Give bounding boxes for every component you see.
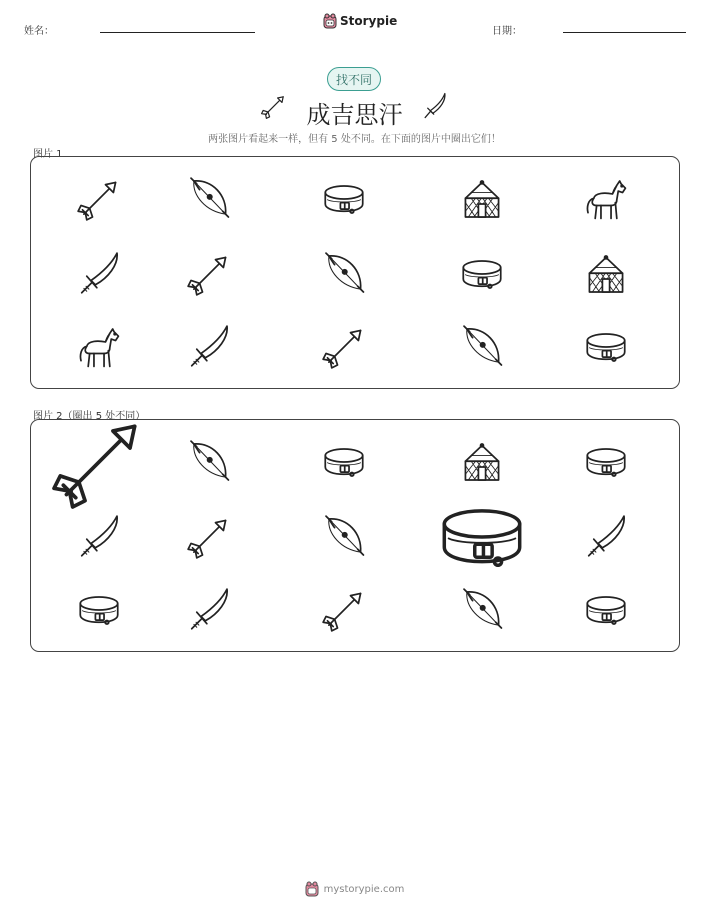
picture1-label: 图片 1 (33, 149, 63, 160)
find-difference-badge: 找不同 (327, 67, 381, 91)
storypie-mascot-icon (323, 13, 337, 29)
arrow-icon (74, 174, 124, 224)
brand-name: Storypie (340, 14, 398, 28)
belt-icon[interactable] (581, 437, 631, 487)
arrow-icon[interactable] (45, 408, 154, 517)
date-label: 日期： (492, 26, 522, 37)
sword-icon[interactable] (184, 585, 234, 635)
storypie-mascot-icon (305, 881, 319, 897)
belt-icon[interactable] (581, 585, 631, 635)
belt-icon[interactable] (431, 486, 533, 588)
bow-icon[interactable] (457, 585, 507, 635)
arrow-icon (319, 322, 369, 372)
arrow-icon[interactable] (184, 512, 234, 562)
bow-icon[interactable] (184, 437, 234, 487)
horse-icon (581, 174, 631, 224)
picture2-panel[interactable] (30, 419, 680, 652)
picture2-label: 图片 2（圈出 5 处不同） (33, 411, 146, 422)
bow-icon[interactable] (319, 512, 369, 562)
sword-icon (184, 322, 234, 372)
yurt-icon (457, 174, 507, 224)
belt-icon[interactable] (319, 437, 369, 487)
bow-icon (184, 174, 234, 224)
footer (0, 881, 709, 897)
yurt-icon[interactable] (457, 437, 507, 487)
name-field[interactable] (100, 32, 255, 33)
date-field[interactable] (563, 32, 686, 33)
horse-icon (74, 322, 124, 372)
belt-icon (581, 322, 631, 372)
sword-icon[interactable] (74, 512, 124, 562)
sword-icon[interactable] (581, 512, 631, 562)
arrow-icon (184, 249, 234, 299)
sword-icon (74, 249, 124, 299)
name-label: 姓名： (24, 26, 54, 37)
arrow-icon[interactable] (319, 585, 369, 635)
bow-icon (457, 322, 507, 372)
instructions: 两张图片看起来一样，但有 5 处不同。在下面的图片中圈出它们！ (208, 134, 501, 145)
bow-icon (319, 249, 369, 299)
picture1-panel (30, 156, 680, 389)
title-sword-icon (420, 90, 450, 122)
belt-icon (457, 249, 507, 299)
belt-icon (319, 174, 369, 224)
brand-logo (323, 13, 397, 29)
yurt-icon (581, 249, 631, 299)
footer-url: mystorypie.com (323, 883, 405, 895)
belt-icon[interactable] (74, 585, 124, 635)
page-title: 成吉思汗 (306, 101, 403, 129)
